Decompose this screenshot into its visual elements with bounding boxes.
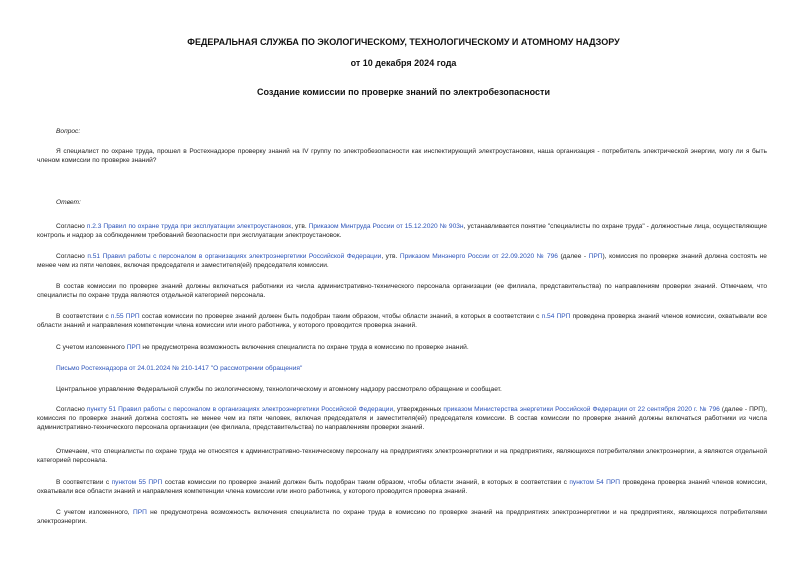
question-label: Вопрос:: [56, 128, 81, 135]
text-fragment: Согласно: [56, 253, 88, 260]
link-labor-safety-rules[interactable]: Правил по охране труда при эксплуатации электроустановок: [103, 223, 292, 230]
answer-paragraph-5: [37, 343, 767, 352]
text-fragment: состав комиссии по проверке знаний должен быть подобран таким образом, чтобы области знаний, в которых в соответствии с: [139, 313, 542, 320]
text-fragment: не предусмотрена возможность включения специалиста по охране труда в комиссию по проверке знаний.: [140, 344, 469, 351]
link-minenergo-order[interactable]: Приказом Минэнерго России от 22.09.2020 № 796: [399, 253, 558, 260]
letter-paragraph-1: Центральное управление Федеральной службы по экологическому, технологическому и атомному надзору рассмотрело обращение и сообщает.: [56, 386, 502, 393]
text-fragment: , устанавливается понятие "специалисты по охране труда" - должностные лица, осуществляющие контроль и надзор за соблюдением требований безопасности при эксплуатации электроустановок.: [37, 223, 767, 239]
link-clause-54-prp[interactable]: п.54 ПРП: [541, 313, 571, 320]
text-fragment: , утв.: [381, 253, 400, 260]
agency-heading: ФЕДЕРАЛЬНАЯ СЛУЖБА ПО ЭКОЛОГИЧЕСКОМУ, ТЕХНОЛОГИЧЕСКОМУ И АТОМНОМУ НАДЗОРУ: [187, 37, 620, 47]
text-fragment: С учетом изложенного: [56, 344, 127, 351]
link-clause-55-prp[interactable]: п.55 ПРП: [110, 313, 140, 320]
answer-label: Ответ:: [56, 199, 81, 206]
text-fragment: проведена проверка знаний членов комиссии, охватывали все области знаний и направления компетенции члена комиссии или иного работника, у которого проводится проверка знаний.: [37, 313, 767, 329]
link-prp[interactable]: ПРП: [588, 253, 603, 260]
text-fragment: ), комиссия по проверке знаний должна состоять не менее чем из пяти человек, включая председателя и заместителя(ей) председателя комиссии.: [37, 253, 767, 269]
letter-paragraph-2: [37, 405, 767, 432]
letter-paragraph-3: Отмечаем, что специалисты по охране труда не относятся к административно-техническому персоналу на предприятиях электроэнергетики и на предприятиях, являющихся потребителями электроэнергии, а являются отдельной категорией персонала.: [37, 448, 767, 464]
text-fragment: (далее -: [557, 253, 589, 260]
letter-paragraph-4: [37, 478, 767, 496]
link-clause-51[interactable]: п.51: [87, 253, 101, 260]
link-mintrud-order[interactable]: Приказом Минтруда России от 15.12.2020 № 903н: [308, 223, 464, 230]
link-ministry-order[interactable]: приказом Министерства энергетики Российской Федерации от 22 сентября 2020 г. № 796: [443, 406, 720, 413]
answer-paragraph-1: [37, 222, 767, 240]
text-fragment: Согласно: [56, 223, 87, 230]
question-text: Я специалист по охране труда, прошел в Ростехнадзоре проверку знаний на IV группу по электробезопасности как инспектирующий электроустановки, наша организация - потребитель электрической энергии, могу ли я быть членом комиссии по проверке знаний?: [37, 148, 767, 164]
text-fragment: , утв.: [291, 223, 309, 230]
link-prp[interactable]: ПРП: [126, 344, 141, 351]
text-fragment: состав комиссии по проверке знаний должен быть подобран таким образом, чтобы области знаний, в которых в соответствии с: [162, 479, 570, 486]
link-clause-51-rules[interactable]: пункту 51 Правил работы с персоналом в организациях электроэнергетики Российской Федерации: [86, 406, 394, 413]
link-clause-54[interactable]: пунктом 54 ПРП: [569, 479, 621, 486]
link-rostekhnadzor-letter[interactable]: Письмо Ростехнадзора от 24.01.2024 № 210-1417 "О рассмотрении обращения": [56, 365, 303, 372]
text-fragment: проведена проверка знаний членов комиссии, охватывали все области знаний и направления компетенции члена комиссии или иного работника, у которого проводится проверка знаний.: [37, 479, 767, 495]
letter-reference: [37, 364, 767, 373]
document-date: от 10 декабря 2024 года: [350, 58, 457, 68]
text-fragment: С учетом изложенного,: [56, 509, 133, 516]
text-fragment: (далее - ПРП), комиссия по проверке знаний должна состоять не менее чем из пяти человек, включая председателя и заместителя(ей) председателя комиссии. В состав комиссии по проверке знаний должны включаться работники из числа административно-технического персонала организации (ее филиала, представительства) по направлениям проверки знаний.: [37, 406, 767, 431]
link-personnel-rules[interactable]: Правил работы с персоналом в организациях электроэнергетики Российской Федерации: [102, 253, 382, 260]
text-fragment: Согласно: [56, 406, 87, 413]
letter-paragraph-5: [37, 508, 767, 526]
answer-paragraph-3: В состав комиссии по проверке знаний должны включаться работники из числа административно-технического персонала организации (ее филиала, представительства) по направлениям проверки знаний. Отмечаем, что специалисты по охране труда являются отдельной категорией персонала.: [37, 283, 767, 299]
link-clause-55[interactable]: пунктом 55 ПРП: [111, 479, 163, 486]
text-fragment: не предусмотрена возможность включения специалиста по охране труда в комиссию по проверке знаний на предприятиях электроэнергетики и на предприятиях, являющихся потребителями электроэнергии.: [37, 509, 767, 525]
text-fragment: В соответствии с: [56, 313, 111, 320]
answer-paragraph-4: [37, 312, 767, 330]
text-fragment: В соответствии с: [56, 479, 112, 486]
answer-paragraph-2: [37, 252, 767, 270]
link-clause-2-3[interactable]: п.2.3: [86, 223, 102, 230]
document-title: Создание комиссии по проверке знаний по электробезопасности: [257, 87, 550, 97]
text-fragment: , утвержденных: [393, 406, 444, 413]
link-prp[interactable]: ПРП: [132, 509, 147, 516]
